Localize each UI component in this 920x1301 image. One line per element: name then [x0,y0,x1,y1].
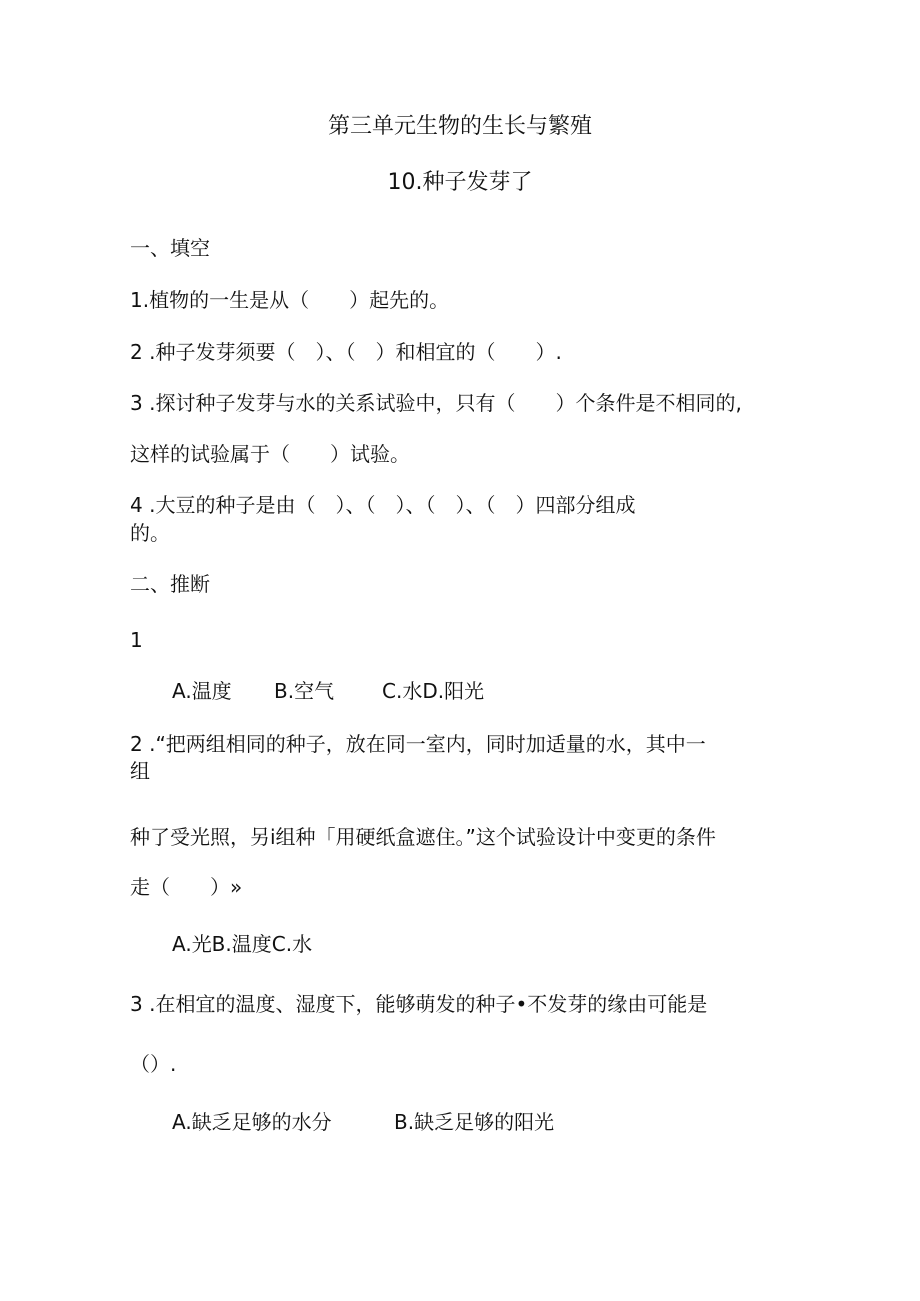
judge-question-3-line-2: （）. [130,1052,177,1076]
lesson-title: 10.种子发芽了 [387,170,533,195]
option-b: B.空气 [274,679,335,703]
option-a: A.温度 [172,679,232,703]
option-a: A.缺乏足够的水分 [172,1110,332,1134]
fill-question-3-line-1: 3 .探讨种子发芽与水的关系试验中，只有（ ）个条件是不相同的, [130,391,742,415]
fill-question-2: 2 .种子发芽须要（ ）、（ ）和相宜的（ ）. [130,340,562,364]
judge-question-1-number: 1 [130,628,143,652]
option-c-d: C.水D.阳光 [382,679,485,703]
fill-question-3-line-2: 这样的试验属于（ ）试验。 [130,442,410,466]
judge-question-2-options: A.光B.温度C.水 [172,932,313,956]
fill-question-1: 1.植物的一生是从（ ）起先的。 [130,288,450,312]
judge-question-2-line-4: 走（ ）» [130,875,243,899]
judge-question-2-line-2: 组 [130,759,150,783]
fill-question-4-line-2: 的。 [130,521,170,545]
section-heading-fill-blank: 一、填空 [130,236,210,260]
judge-question-2-line-3: 种了受光照，另i组种「用硬纸盒遮住。”这个试验设计中变更的条件 [130,825,716,849]
judge-question-3-line-1: 3 .在相宜的温度、湿度下，能够萌发的种子•不发芽的缘由可能是 [130,992,708,1016]
judge-question-2-line-1: 2 .“把两组相同的种子，放在同一室内，同时加适量的水，其中一 [130,732,706,756]
unit-title: 第三单元生物的生长与繁殖 [327,114,592,139]
fill-question-4-line-1: 4 .大豆的种子是由（ ）、（ ）、（ ）、（ ）四部分组成 [130,493,636,517]
section-heading-judge: 二、推断 [130,572,210,596]
option-b: B.缺乏足够的阳光 [394,1110,555,1134]
